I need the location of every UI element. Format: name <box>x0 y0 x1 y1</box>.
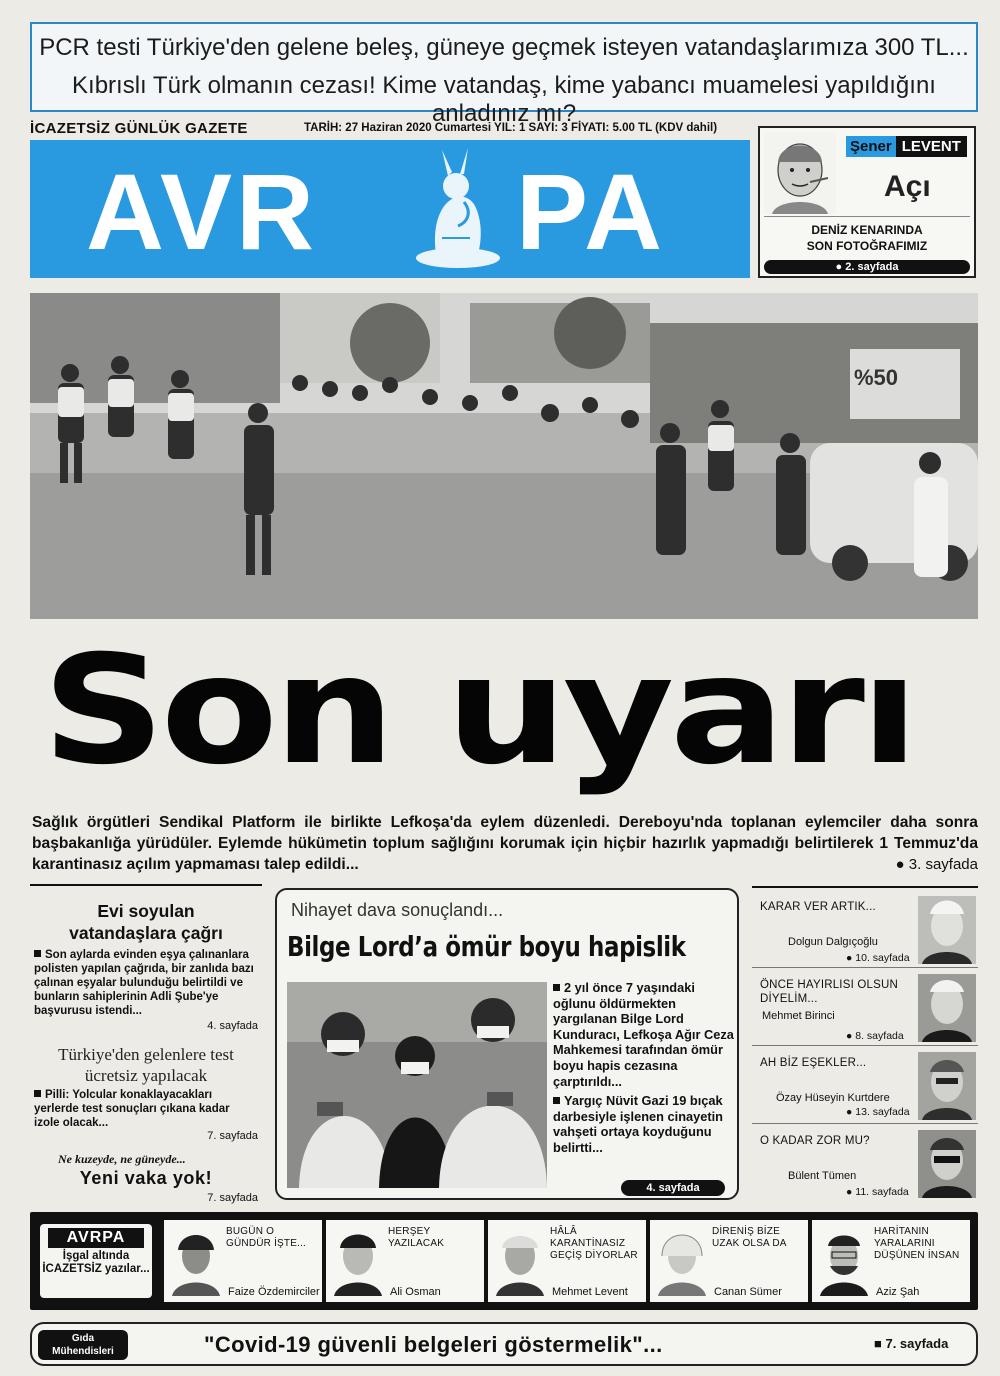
center-story-headline[interactable]: Bilge Lord’a ömür boyu hapislik <box>287 930 686 963</box>
column-teaser-aci[interactable] <box>758 126 976 278</box>
card-author: Faize Özdemirciler <box>228 1286 320 1298</box>
card-title: DİRENİŞ BİZE UZAK OLSA DA <box>712 1226 787 1249</box>
columnist-author: Bülent Tümen <box>788 1170 857 1182</box>
column-headline: DENİZ KENARINDA SON FOTOĞRAFIMIZ <box>806 223 928 253</box>
columnist-page-ref: ● 13. sayfada <box>846 1106 910 1118</box>
center-story-body: 2 yıl önce 7 yaşındaki oğlunu öldürmekten yargılanan Bilge Lord Kunduracı, Lefkoşa Ağır Ceza Mahkemesi tarafından ömür boyu hapis cezasına çarptırıldı... Yargıç Nüvit Gazi 19 bıçak darbesiyle işlenen cinayetin vahşeti ortaya koyduğunu belirtti... <box>553 980 734 1155</box>
story2-page-ref[interactable]: 7. sayfada <box>207 1130 258 1142</box>
opinion-card[interactable] <box>812 1220 970 1302</box>
logo-text-left: AVR <box>86 151 319 272</box>
columnist-item[interactable] <box>752 1048 978 1124</box>
columnist-title: ÖNCE HAYIRLISI OLSUN DİYELİM... <box>760 979 898 1005</box>
strip-logo-mark: AVRPA <box>48 1228 144 1248</box>
issue-info: TARİH: 27 Haziran 2020 Cumartesi YIL: 1 SAYI: 3 FİYATI: 5.00 TL (KDV dahil) <box>304 122 718 134</box>
card-title: HÂLÂ KARANTİNASIZ GEÇİŞ DİYORLAR <box>550 1226 638 1261</box>
author-portrait <box>330 1226 386 1296</box>
columnist-title: AH BİZ EŞEKLER... <box>760 1057 867 1069</box>
court-photo <box>287 982 547 1188</box>
thinker-statue-icon <box>406 146 510 272</box>
protest-photo <box>30 293 978 619</box>
main-headline[interactable]: Son uyarı <box>42 624 915 798</box>
left-news-column <box>30 884 262 1206</box>
bullet-icon <box>34 1090 41 1097</box>
logo-text-right: PA <box>516 151 667 272</box>
footer-page-ref[interactable]: ■ 7. sayfada <box>874 1336 949 1351</box>
columnist-author: Dolgun Dalgıçoğlu <box>788 936 878 948</box>
footer-quote[interactable]: "Covid-19 güvenli belgeleri göstermelik"... <box>204 1332 663 1357</box>
story3-kicker: Ne kuzeyde, ne güneyde... <box>58 1152 186 1166</box>
masthead-tagline: İCAZETSİZ GÜNLÜK GAZETE <box>30 120 248 137</box>
bullet-icon <box>553 1097 560 1104</box>
opinion-card[interactable] <box>164 1220 322 1302</box>
card-author: Ali Osman <box>390 1286 441 1298</box>
opinion-card[interactable] <box>488 1220 646 1302</box>
card-author: Canan Sümer <box>714 1286 782 1298</box>
svg-text:%50: %50 <box>854 365 899 390</box>
columnist-page-ref: ● 10. sayfada <box>846 952 910 964</box>
opinion-card[interactable] <box>650 1220 808 1302</box>
card-title: HERŞEY YAZILACAK <box>388 1226 445 1249</box>
columnist-item[interactable] <box>752 1126 978 1202</box>
masthead-info <box>30 120 750 138</box>
columnist-page-ref: ● 11. sayfada <box>846 1186 909 1198</box>
top-banner-line2: Kıbrıslı Türk olmanın cezası! Kime vatandaş, kime yabancı muamelesi yapıldığını anladınız mı? <box>72 72 936 127</box>
story1-headline[interactable]: Evi soyulan vatandaşlara çağrı <box>69 901 223 943</box>
bullet-icon <box>34 950 41 957</box>
columnist-portrait <box>918 896 976 964</box>
protest-scene <box>30 293 978 619</box>
author-portrait <box>492 1226 548 1296</box>
center-story <box>275 888 739 1200</box>
author-portrait <box>168 1226 224 1296</box>
columnist-title: O KADAR ZOR MU? <box>760 1135 870 1147</box>
story3-headline[interactable]: Yeni vaka yok! <box>79 1168 213 1188</box>
card-author: Mehmet Levent <box>552 1286 628 1298</box>
lead-paragraph: Sağlık örgütleri Sendikal Platform ile birlikte Lefkoşa'da eylem düzenledi. Dereboyu'nda toplanan eylemciler daha sonra başbakanlığa yürüdüler. Eylemde hükümetin toplum sağlığını korumak için hiçbir hazırlık yapmadığı belirtilerek 1 Temmuz'da karantinasız açılım yapmaması talep edildi... ● 3. sayfada <box>32 814 978 873</box>
columnist-portrait <box>918 1130 976 1198</box>
court-scene <box>287 982 547 1188</box>
column-page-ref[interactable]: ● 2. sayfada <box>764 260 970 274</box>
columnist-portrait <box>764 132 836 214</box>
author-portrait <box>816 1226 872 1296</box>
top-banner-line1: PCR testi Türkiye'den gelene beleş, güneye geçmek isteyen vatandaşlarımıza 300 TL... <box>39 34 969 61</box>
center-story-kicker: Nihayet dava sonuçlandı... <box>291 900 504 920</box>
strip-logo[interactable] <box>40 1224 152 1298</box>
lead-page-ref[interactable]: ● 3. sayfada <box>895 856 978 873</box>
story1-body: Son aylarda evinden eşya çalınanlara polisten yapılan çağrıda, bir zanlıda bazı çalınan eşyalar bulunduğu belirtildi ve bunların sahiplerinin Adli Şube'ye başvurusu istendi... <box>34 949 254 1017</box>
card-title: BUGÜN O GÜNDÜR İŞTE... <box>226 1226 307 1249</box>
bullet-icon <box>553 984 560 991</box>
top-banner <box>30 22 978 127</box>
opinion-strip <box>30 1212 978 1310</box>
column-title: Açı <box>884 170 931 203</box>
footer-teaser[interactable] <box>30 1322 978 1366</box>
newspaper-logo[interactable] <box>30 140 750 278</box>
opinion-card[interactable] <box>326 1220 484 1302</box>
story3-page-ref[interactable]: 7. sayfada <box>207 1192 258 1204</box>
columnist-author: Mehmet Birinci <box>762 1010 835 1022</box>
story1-page-ref[interactable]: 4. sayfada <box>207 1020 258 1032</box>
columnists-sidebar <box>752 886 978 1204</box>
strip-logo-text: İşgal altında İCAZETSİZ yazılar... <box>42 1250 150 1275</box>
org-badge: Gıda Mühendisleri <box>38 1330 128 1360</box>
card-title: HARİTANIN YARALARINI DÜŞÜNEN İNSAN <box>874 1226 960 1261</box>
columnist-name: Şener LEVENT <box>846 136 967 160</box>
story2-headline[interactable]: Türkiye'den gelenlere test ücretsiz yapılacak <box>58 1045 234 1085</box>
divider <box>764 216 970 217</box>
story2-body: Pilli: Yolcular konaklayacakları yerlerde test sonuçları çıkana kadar izole olacak... <box>34 1089 230 1129</box>
columnist-item[interactable] <box>752 892 978 968</box>
columnist-page-ref: ● 8. sayfada <box>846 1030 904 1042</box>
columnist-portrait <box>918 974 976 1042</box>
center-story-page-ref[interactable]: 4. sayfada <box>621 1180 725 1196</box>
columnist-item[interactable] <box>752 970 978 1046</box>
columnist-portrait <box>918 1052 976 1120</box>
columnist-title: KARAR VER ARTIK... <box>760 901 876 913</box>
card-author: Aziz Şah <box>876 1286 920 1298</box>
author-portrait <box>654 1226 710 1296</box>
columnist-author: Özay Hüseyin Kurtdere <box>776 1092 890 1104</box>
